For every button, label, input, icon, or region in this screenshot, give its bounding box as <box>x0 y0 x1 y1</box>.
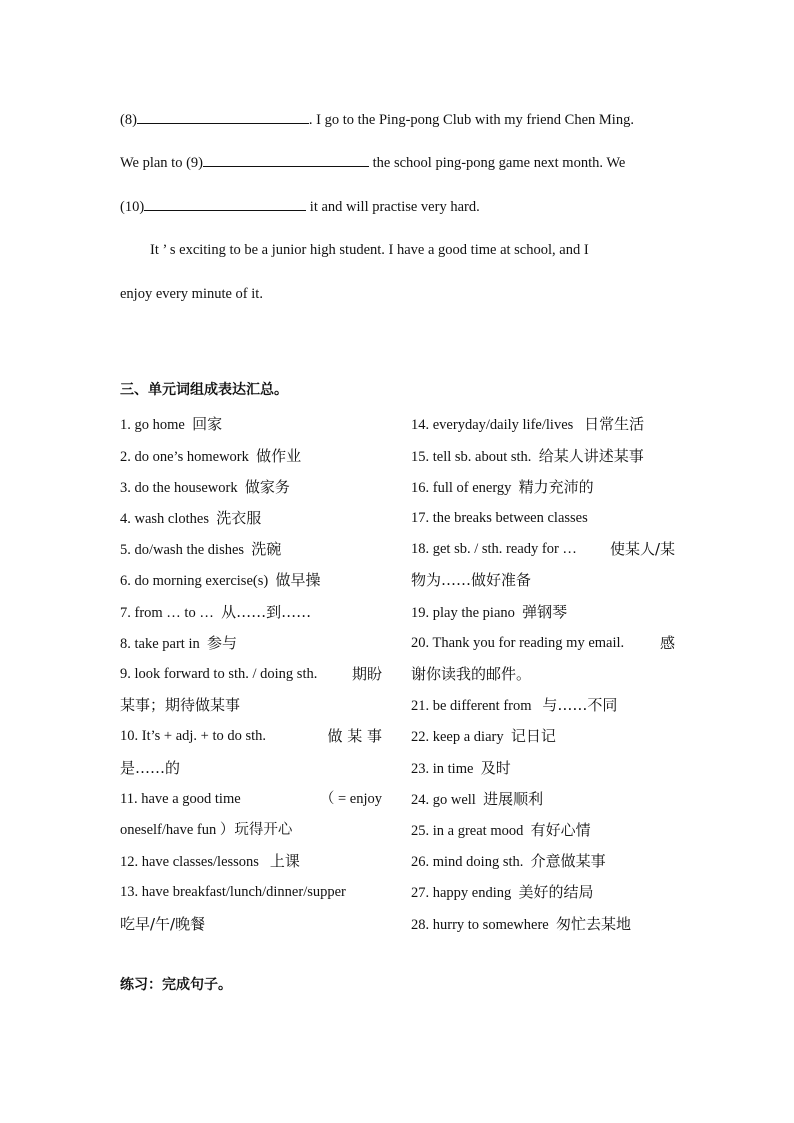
phrase-zh: 做 某 事 <box>327 727 382 745</box>
phrase-en: 23. in time <box>411 761 474 777</box>
phrase-zh: 与……不同 <box>542 696 618 714</box>
phrase-zh: 做家务 <box>244 478 290 496</box>
phrase-continuation: oneself/have fun ）玩得开心 <box>120 822 293 838</box>
phrase-zh: 美好的结局 <box>518 883 594 901</box>
passage-last-line <box>120 284 676 304</box>
passage-line-8 <box>120 109 676 130</box>
phrase-en: 15. tell sb. about sth. <box>411 449 532 465</box>
phrase-item <box>411 789 543 810</box>
phrase-en: 6. do morning exercise(s) <box>120 573 269 589</box>
phrase-zh: 做早操 <box>275 571 321 589</box>
practice-title: 练习：完成句子。 <box>120 977 232 993</box>
phrase-item <box>411 758 511 779</box>
phrase-item <box>411 539 675 559</box>
phrase-continuation: 吃早/午/晚餐 <box>120 915 206 933</box>
blank-9[interactable] <box>203 152 369 167</box>
phrase-item <box>120 664 382 684</box>
phrase-item <box>411 914 631 935</box>
phrase-zh: 做作业 <box>256 447 302 465</box>
passage-paragraph-line <box>150 240 676 260</box>
phrase-item <box>120 539 281 560</box>
phrase-continuation: 物为……做好准备 <box>411 571 532 589</box>
phrase-item <box>411 446 644 467</box>
phrase-continuation: 是……的 <box>120 759 181 777</box>
phrase-zh: 有好心情 <box>530 821 591 839</box>
phrase-zh: 使某人/某 <box>609 540 675 558</box>
phrase-en: 2. do one’s homework <box>120 449 249 465</box>
phrase-item <box>120 789 382 809</box>
phrase-item <box>411 695 617 716</box>
phrase-zh: 参与 <box>206 634 237 652</box>
phrase-en: 7. from … to … <box>120 605 214 621</box>
phrase-zh: 洗衣服 <box>216 509 262 527</box>
phrase-en: 10. It’s + adj. + to do sth. <box>120 728 267 744</box>
phrase-item <box>120 602 311 623</box>
phrase-item <box>411 882 594 903</box>
phrase-zh: 进展顺利 <box>483 790 544 808</box>
blank-10[interactable] <box>144 196 306 211</box>
phrase-item <box>411 820 591 841</box>
phrase-zh: 弹钢琴 <box>522 603 568 621</box>
phrase-zh: 感 <box>659 634 675 652</box>
phrase-item <box>120 882 346 902</box>
phrase-en: 9. look forward to sth. / doing sth. <box>120 666 318 682</box>
phrase-zh: 回家 <box>192 415 223 433</box>
phrase-item <box>411 602 567 623</box>
phrase-zh: 上课 <box>269 852 300 870</box>
phrase-item <box>411 726 556 747</box>
blank-8[interactable] <box>137 109 309 124</box>
phrase-en: 3. do the housework <box>120 480 238 496</box>
phrase-continuation: 谢你读我的邮件。 <box>411 665 532 683</box>
phrase-item <box>120 570 320 591</box>
phrase-en: 28. hurry to somewhere <box>411 917 549 933</box>
phrase-en: 14. everyday/daily life/lives <box>411 417 574 433</box>
phrase-en: 25. in a great mood <box>411 823 524 839</box>
phrase-zh: 匆忙去某地 <box>555 915 631 933</box>
phrase-zh: （ = enjoy <box>319 791 382 807</box>
phrase-en: 27. happy ending <box>411 885 512 901</box>
phrase-en: 19. play the piano <box>411 605 515 621</box>
blank-label-10: (10) <box>120 199 145 215</box>
phrase-item <box>411 633 675 653</box>
phrase-en: 1. go home <box>120 417 185 433</box>
passage-last-text: enjoy every minute of it. <box>120 286 263 302</box>
phrase-zh: 给某人讲述某事 <box>538 447 644 465</box>
section-title: 三、单元词组成表达汇总。 <box>120 382 288 398</box>
phrase-zh: 及时 <box>480 759 511 777</box>
passage-paragraph-text: It ’ s exciting to be a junior high student. I have a good time at school, and I <box>150 242 589 258</box>
phrase-en: 24. go well <box>411 792 476 808</box>
passage-line-10-text: it and will practise very hard. <box>306 199 480 215</box>
phrase-item <box>120 726 382 746</box>
phrase-item <box>411 477 594 498</box>
blank-label-9: We plan to (9) <box>120 155 203 171</box>
passage-line-8-text: . I go to the Ping-pong Club with my friend Chen Ming. <box>308 112 634 128</box>
phrase-zh: 介意做某事 <box>530 852 606 870</box>
phrase-en: 16. full of energy <box>411 480 512 496</box>
phrase-en: 17. the breaks between classes <box>411 510 588 526</box>
phrase-item <box>411 414 644 435</box>
phrase-en: 8. take part in <box>120 636 200 652</box>
phrase-item <box>120 633 237 654</box>
phrase-item <box>120 508 261 529</box>
phrase-zh: 从……到…… <box>221 603 312 621</box>
phrase-zh: 期盼 <box>351 665 382 683</box>
phrase-zh: 记日记 <box>510 727 556 745</box>
phrase-item <box>411 851 606 872</box>
phrase-item <box>120 851 300 872</box>
phrase-en: 5. do/wash the dishes <box>120 542 245 558</box>
passage-line-10 <box>120 196 676 217</box>
phrase-item <box>120 414 222 435</box>
blank-label-8: (8) <box>120 112 137 128</box>
phrase-en: 18. get sb. / sth. ready for … <box>411 541 577 557</box>
phrase-continuation: 某事；期待做某事 <box>120 696 241 714</box>
phrase-item <box>411 508 588 528</box>
phrase-zh: 洗碗 <box>251 540 282 558</box>
phrase-en: 20. Thank you for reading my email. <box>411 635 625 651</box>
phrase-zh: 日常生活 <box>584 415 645 433</box>
phrase-zh: 精力充沛的 <box>518 478 594 496</box>
phrase-en: 26. mind doing sth. <box>411 854 524 870</box>
phrase-en: 13. have breakfast/lunch/dinner/supper <box>120 884 346 900</box>
phrase-en: 11. have a good time <box>120 791 241 807</box>
phrase-en: 21. be different from <box>411 698 532 714</box>
phrase-item <box>120 477 290 498</box>
phrase-en: 12. have classes/lessons <box>120 854 259 870</box>
phrase-en: 22. keep a diary <box>411 729 504 745</box>
passage-line-9-text: the school ping-pong game next month. We <box>369 155 626 171</box>
phrase-en: 4. wash clothes <box>120 511 209 527</box>
phrase-item <box>120 446 301 467</box>
passage-line-9 <box>120 152 676 173</box>
